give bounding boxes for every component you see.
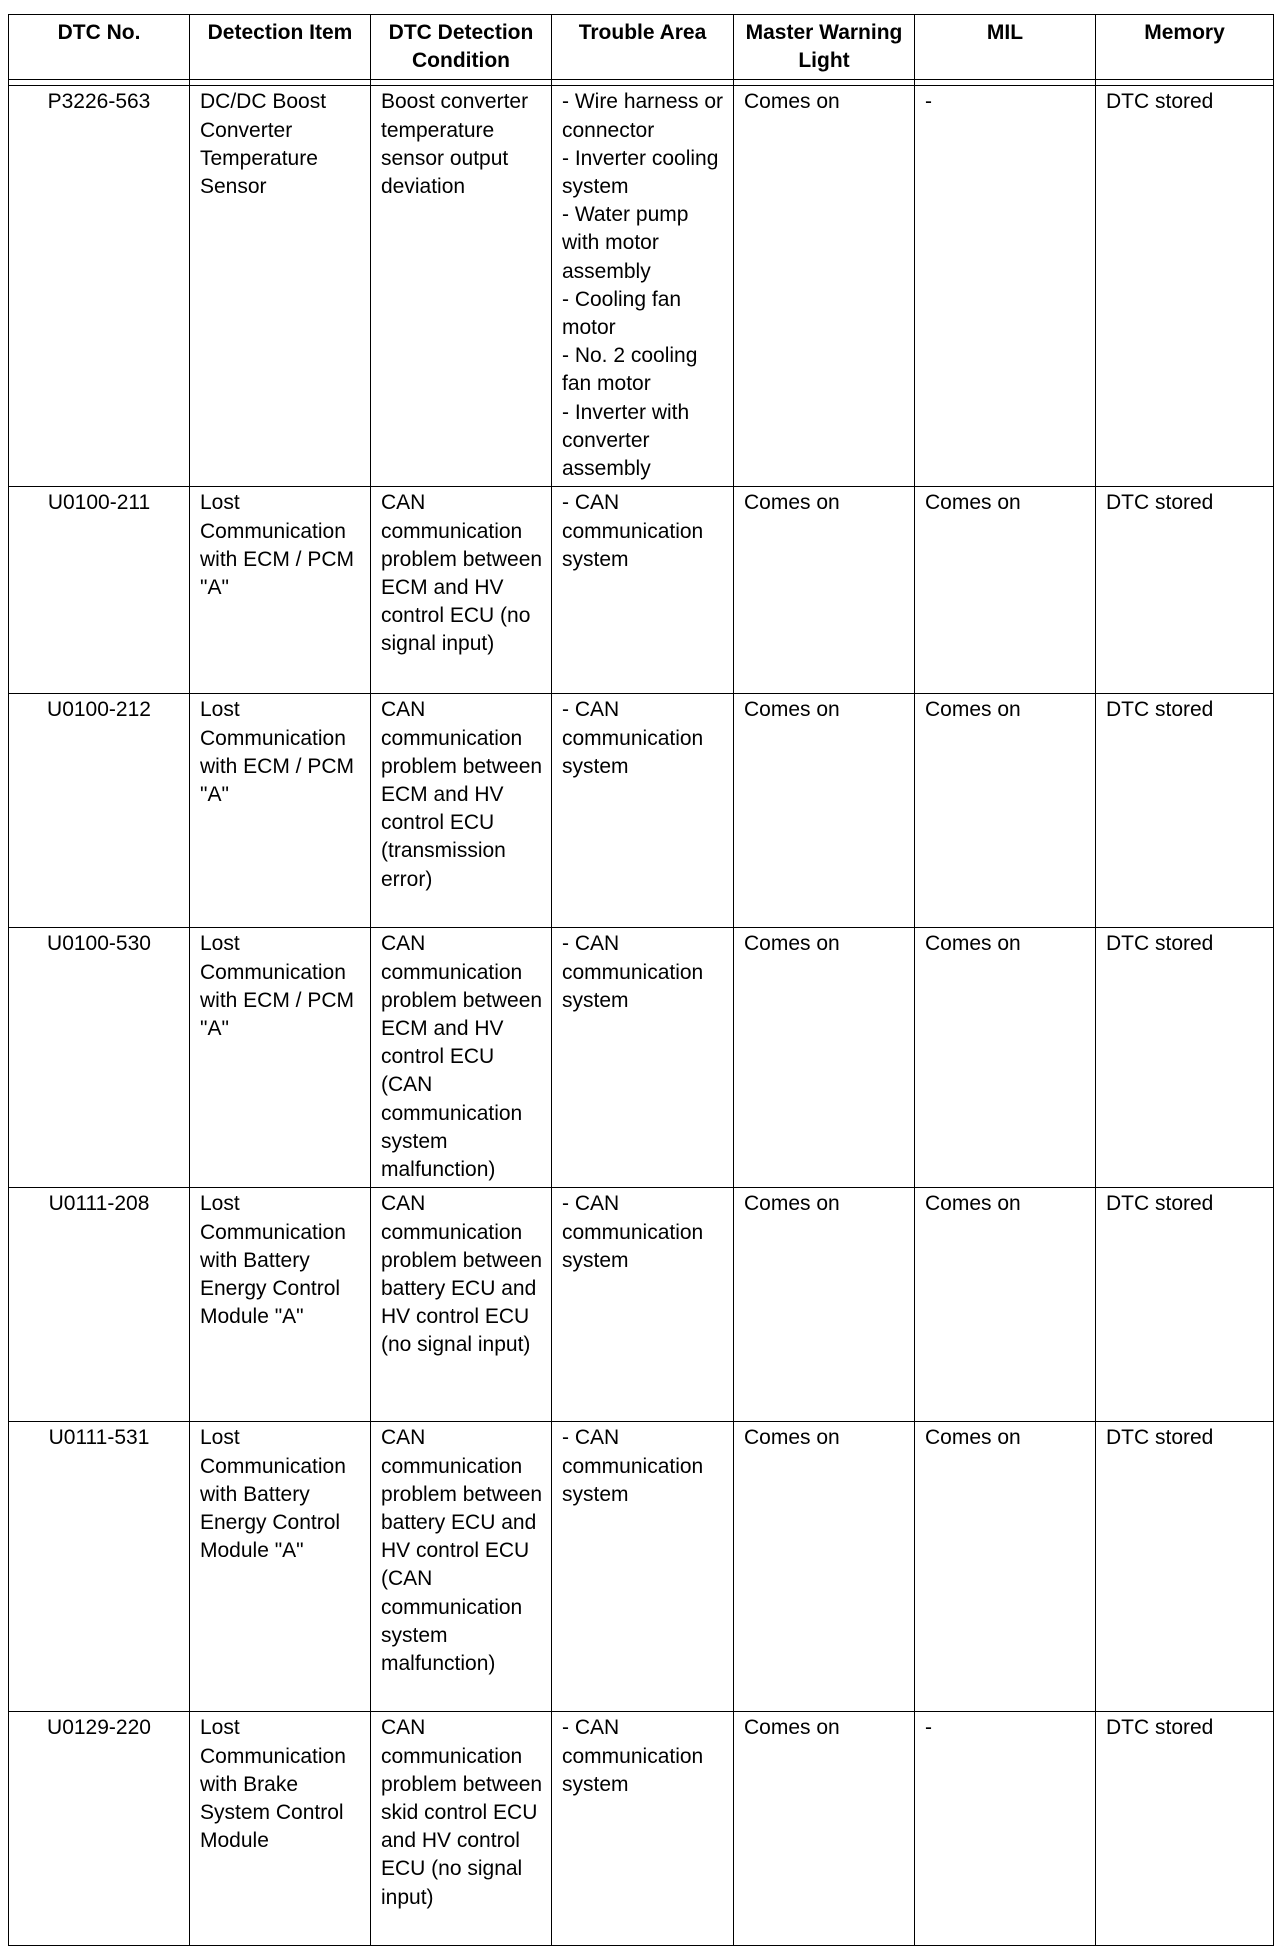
- cell-trouble-area: - CAN communication system: [552, 694, 734, 928]
- cell-memory: DTC stored: [1096, 928, 1274, 1188]
- cell-detection-item: DC/DC Boost Converter Temperature Sensor: [190, 86, 371, 487]
- cell-memory: DTC stored: [1096, 1712, 1274, 1946]
- cell-master-warning-light: Comes on: [734, 1188, 915, 1422]
- header-trouble-area: Trouble Area: [552, 15, 734, 80]
- cell-memory: DTC stored: [1096, 487, 1274, 694]
- cell-memory: DTC stored: [1096, 694, 1274, 928]
- cell-detection-condition: CAN communication problem between battery ECU and HV control ECU (CAN communication system malfunction): [371, 1422, 552, 1712]
- cell-mil: Comes on: [915, 487, 1096, 694]
- cell-detection-condition: CAN communication problem between battery ECU and HV control ECU (no signal input): [371, 1188, 552, 1422]
- header-detection-condition: DTC Detection Condition: [371, 15, 552, 80]
- cell-detection-item: Lost Communication with Battery Energy Control Module "A": [190, 1422, 371, 1712]
- cell-memory: DTC stored: [1096, 1422, 1274, 1712]
- table-row: [9, 487, 1274, 694]
- cell-trouble-area: - Wire harness or connector - Inverter cooling system - Water pump with motor assembly - Cooling fan motor - No. 2 cooling fan motor - Inverter with converter assembly: [552, 86, 734, 487]
- cell-trouble-area: - CAN communication system: [552, 1188, 734, 1422]
- table-row: [9, 1712, 1274, 1946]
- table-row: [9, 1422, 1274, 1712]
- cell-mil: Comes on: [915, 1422, 1096, 1712]
- cell-master-warning-light: Comes on: [734, 86, 915, 487]
- table-header-row: [9, 15, 1274, 80]
- table-row: [9, 694, 1274, 928]
- header-detection-item: Detection Item: [190, 15, 371, 80]
- table-row: [9, 928, 1274, 1188]
- cell-master-warning-light: Comes on: [734, 928, 915, 1188]
- cell-dtc-no: U0129-220: [9, 1712, 190, 1946]
- table-row: [9, 86, 1274, 487]
- cell-trouble-area: - CAN communication system: [552, 928, 734, 1188]
- cell-detection-item: Lost Communication with Brake System Control Module: [190, 1712, 371, 1946]
- cell-master-warning-light: Comes on: [734, 1712, 915, 1946]
- cell-trouble-area: - CAN communication system: [552, 487, 734, 694]
- cell-mil: -: [915, 1712, 1096, 1946]
- cell-detection-item: Lost Communication with ECM / PCM "A": [190, 487, 371, 694]
- cell-dtc-no: U0111-531: [9, 1422, 190, 1712]
- cell-mil: -: [915, 86, 1096, 487]
- cell-dtc-no: P3226-563: [9, 86, 190, 487]
- cell-detection-condition: CAN communication problem between skid control ECU and HV control ECU (no signal input): [371, 1712, 552, 1946]
- cell-master-warning-light: Comes on: [734, 487, 915, 694]
- cell-dtc-no: U0100-211: [9, 487, 190, 694]
- cell-master-warning-light: Comes on: [734, 694, 915, 928]
- cell-trouble-area: - CAN communication system: [552, 1712, 734, 1946]
- cell-master-warning-light: Comes on: [734, 1422, 915, 1712]
- cell-mil: Comes on: [915, 1188, 1096, 1422]
- dtc-table: [8, 14, 1274, 1946]
- cell-memory: DTC stored: [1096, 1188, 1274, 1422]
- header-master-warning-light: Master Warning Light: [734, 15, 915, 80]
- cell-dtc-no: U0100-212: [9, 694, 190, 928]
- cell-detection-item: Lost Communication with ECM / PCM "A": [190, 928, 371, 1188]
- cell-detection-condition: CAN communication problem between ECM and HV control ECU (transmission error): [371, 694, 552, 928]
- cell-detection-item: Lost Communication with Battery Energy Control Module "A": [190, 1188, 371, 1422]
- cell-detection-item: Lost Communication with ECM / PCM "A": [190, 694, 371, 928]
- cell-dtc-no: U0111-208: [9, 1188, 190, 1422]
- header-mil: MIL: [915, 15, 1096, 80]
- cell-memory: DTC stored: [1096, 86, 1274, 487]
- cell-mil: Comes on: [915, 694, 1096, 928]
- header-dtc-no: DTC No.: [9, 15, 190, 80]
- cell-trouble-area: - CAN communication system: [552, 1422, 734, 1712]
- table-row: [9, 1188, 1274, 1422]
- cell-detection-condition: CAN communication problem between ECM and HV control ECU (CAN communication system malfunction): [371, 928, 552, 1188]
- cell-detection-condition: Boost converter temperature sensor output deviation: [371, 86, 552, 487]
- header-memory: Memory: [1096, 15, 1274, 80]
- cell-mil: Comes on: [915, 928, 1096, 1188]
- cell-dtc-no: U0100-530: [9, 928, 190, 1188]
- cell-detection-condition: CAN communication problem between ECM and HV control ECU (no signal input): [371, 487, 552, 694]
